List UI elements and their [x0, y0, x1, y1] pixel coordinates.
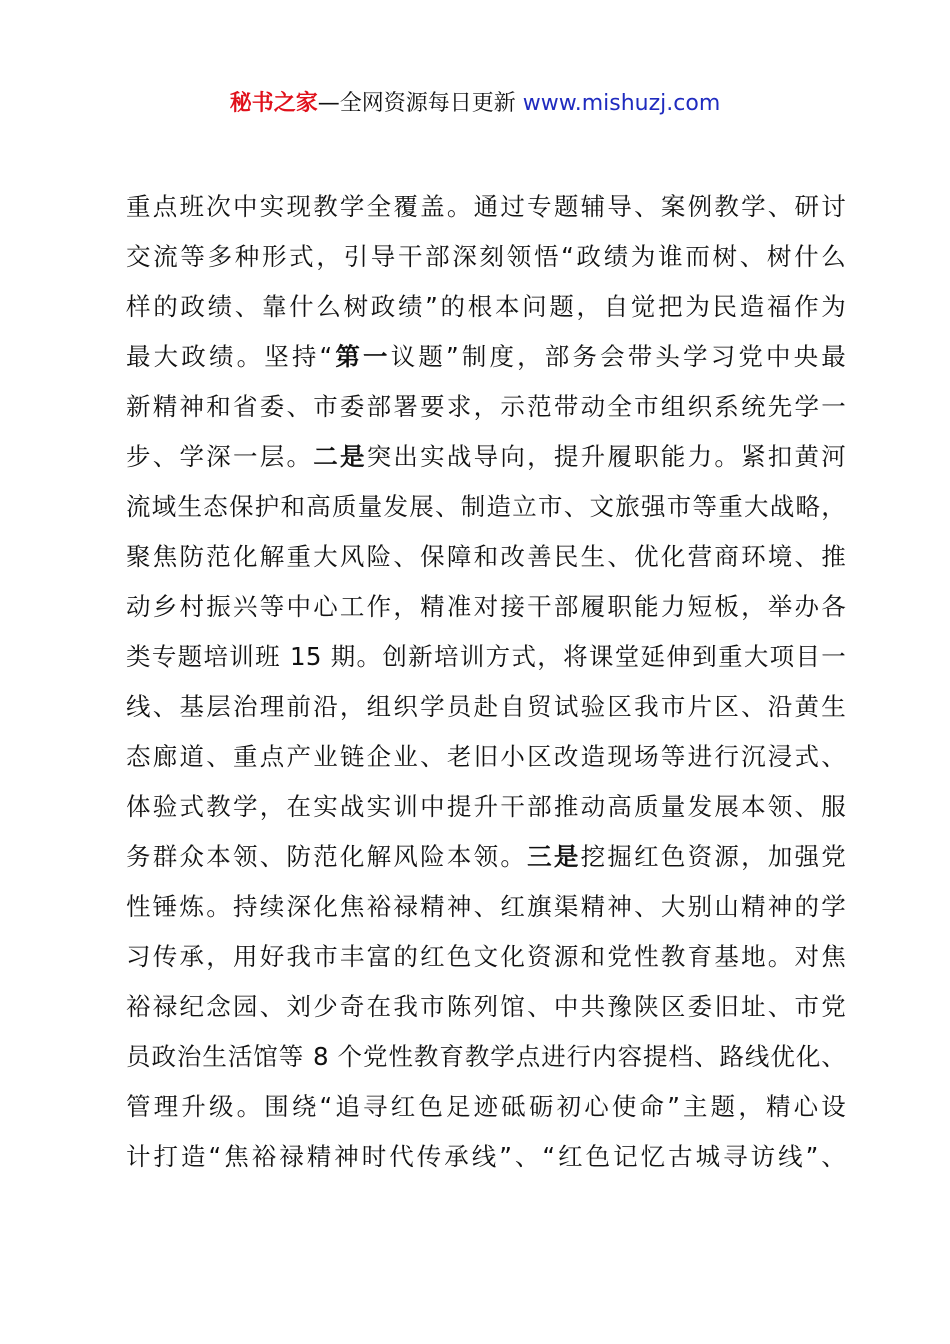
- text-segment: 样的政绩、靠什么树政绩”的根本问题，自觉把为民造福作为: [126, 292, 846, 321]
- text-segment: 管理升级。围绕“追寻红色足迹砥砺初心使命”主题，精心设: [126, 1092, 846, 1121]
- text-segment: 步、学深一层。: [126, 442, 314, 471]
- text-line: [126, 1082, 846, 1132]
- site-url-link[interactable]: www.mishuzj.com: [522, 91, 721, 116]
- bold-text-segment: 二是: [313, 442, 367, 471]
- text-line: [126, 182, 846, 232]
- text-line: [126, 332, 846, 382]
- text-segment: 动乡村振兴等中心工作，精准对接干部履职能力短板，举办各: [126, 592, 846, 621]
- text-segment: 议题”制度，部务会带头学习党中央最: [390, 342, 847, 371]
- text-segment: 流域生态保护和高质量发展、制造立市、文旅强市等重大战略，: [126, 492, 846, 521]
- text-line: [126, 582, 846, 632]
- page-header: [0, 86, 950, 122]
- header-tagline: —全网资源每日更新: [317, 91, 516, 116]
- text-segment: 突出实战导向，提升履职能力。紧扣黄河: [366, 442, 846, 471]
- text-segment: 计打造“焦裕禄精神时代传承线”、“红色记忆古城寻访线”、: [126, 1142, 846, 1171]
- text-segment: 线、基层治理前沿，组织学员赴自贸试验区我市片区、沿黄生: [126, 692, 846, 721]
- text-line: [126, 682, 846, 732]
- text-segment: 类专题培训班 15 期。创新培训方式，将课堂延伸到重大项目一: [126, 642, 846, 671]
- text-line: [126, 532, 846, 582]
- text-segment: 习传承，用好我市丰富的红色文化资源和党性教育基地。对焦: [126, 942, 846, 971]
- text-line: [126, 232, 846, 282]
- text-segment: 最大政绩。坚持“: [126, 342, 333, 371]
- text-segment: 裕禄纪念园、刘少奇在我市陈列馆、中共豫陕区委旧址、市党: [126, 992, 846, 1021]
- text-line: [126, 932, 846, 982]
- brand-name: 秘书之家: [229, 91, 318, 116]
- text-line: [126, 632, 846, 682]
- text-line: [126, 782, 846, 832]
- text-segment: 聚焦防范化解重大风险、保障和改善民生、优化营商环境、推: [126, 542, 846, 571]
- text-segment: 性锤炼。持续深化焦裕禄精神、红旗渠精神、大别山精神的学: [126, 892, 846, 921]
- text-line: [126, 832, 846, 882]
- text-segment: 挖掘红色资源，加强党: [580, 842, 847, 871]
- text-line: [126, 882, 846, 932]
- text-segment: 务群众本领、防范化解风险本领。: [126, 842, 528, 871]
- text-segment: 交流等多种形式，引导干部深刻领悟“政绩为谁而树、树什么: [126, 242, 846, 271]
- text-segment: 态廊道、重点产业链企业、老旧小区改造现场等进行沉浸式、: [126, 742, 846, 771]
- text-line: [126, 282, 846, 332]
- text-line: [126, 1032, 846, 1082]
- text-line: [126, 982, 846, 1032]
- text-segment: 新精神和省委、市委部署要求，示范带动全市组织系统先学一: [126, 392, 846, 421]
- text-line: [126, 732, 846, 782]
- bold-text-segment: 第一: [332, 342, 391, 371]
- text-line: [126, 432, 846, 482]
- text-segment: 重点班次中实现教学全覆盖。通过专题辅导、案例教学、研讨: [126, 192, 846, 221]
- text-line: [126, 482, 846, 532]
- text-line: [126, 382, 846, 432]
- document-body: [126, 182, 846, 1182]
- text-segment: 员政治生活馆等 8 个党性教育教学点进行内容提档、路线优化、: [126, 1042, 846, 1071]
- text-line: [126, 1132, 846, 1182]
- text-segment: 体验式教学，在实战实训中提升干部推动高质量发展本领、服: [126, 792, 846, 821]
- bold-text-segment: 三是: [527, 842, 581, 871]
